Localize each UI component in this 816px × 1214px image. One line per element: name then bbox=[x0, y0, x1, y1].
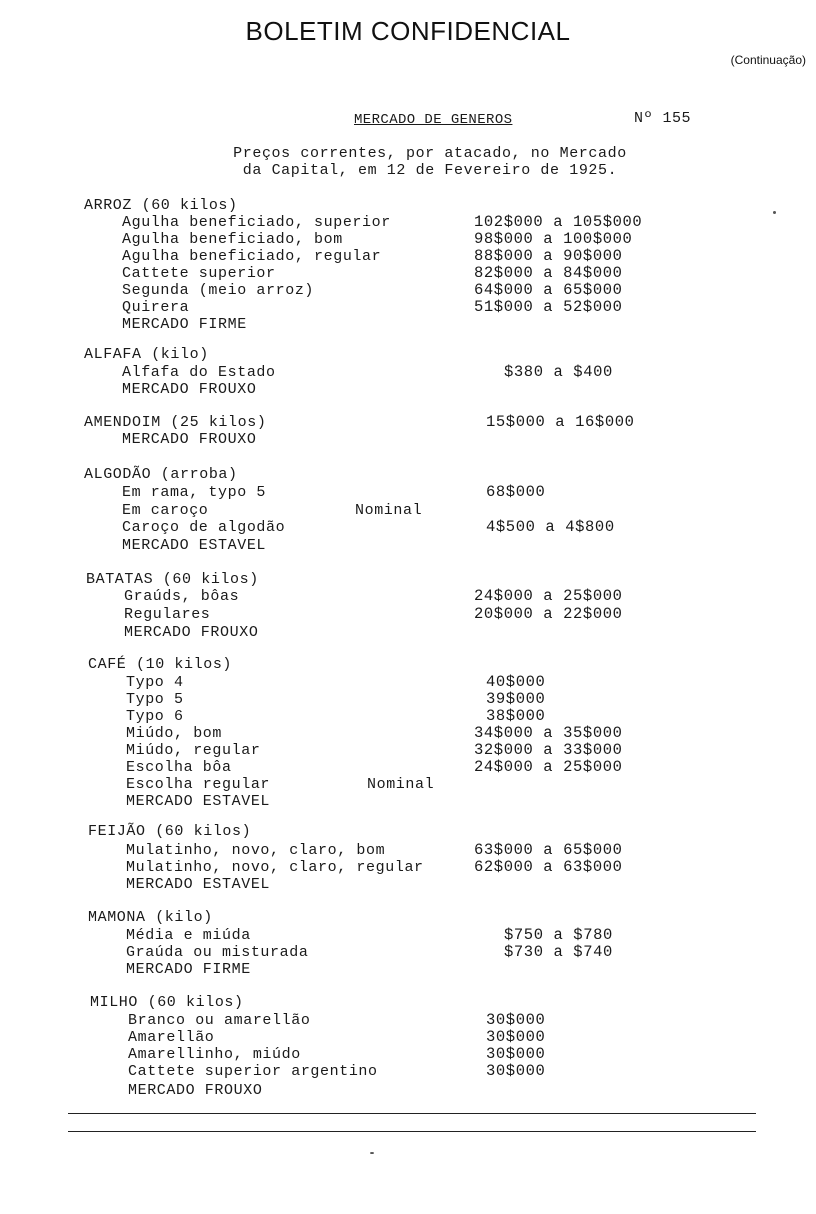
item-price: 82$000 a 84$000 bbox=[474, 264, 623, 282]
item-label: Quirera bbox=[122, 299, 190, 316]
market-status: MERCADO FROUXO bbox=[124, 624, 259, 641]
item-label: Miúdo, bom bbox=[126, 725, 223, 742]
market-status: MERCADO FROUXO bbox=[122, 381, 257, 398]
market-status: MERCADO FIRME bbox=[126, 961, 251, 978]
item-label: Mulatinho, novo, claro, bom bbox=[126, 842, 386, 859]
item-price: 24$000 a 25$000 bbox=[474, 587, 623, 605]
item-label: Typo 4 bbox=[126, 674, 184, 691]
bottom-rule bbox=[68, 1131, 756, 1132]
item-price: 39$000 bbox=[486, 690, 546, 708]
item-label: Cattete superior bbox=[122, 265, 276, 282]
item-label: Graúda ou misturada bbox=[126, 944, 309, 961]
section-heading: CAFÉ (10 kilos) bbox=[88, 656, 233, 673]
item-price: $750 a $780 bbox=[504, 926, 613, 944]
item-price: 24$000 a 25$000 bbox=[474, 758, 623, 776]
item-price: 88$000 a 90$000 bbox=[474, 247, 623, 265]
paper-speck bbox=[370, 1152, 374, 1154]
section-heading: FEIJÃO (60 kilos) bbox=[88, 823, 252, 840]
item-label: Miúdo, regular bbox=[126, 742, 261, 759]
market-status: MERCADO ESTAVEL bbox=[126, 876, 271, 893]
bottom-rule bbox=[68, 1113, 756, 1114]
item-label: Escolha regular bbox=[126, 776, 271, 793]
item-price: 30$000 bbox=[486, 1028, 546, 1046]
item-price: 68$000 bbox=[486, 483, 546, 501]
document-number: Nº 155 bbox=[634, 110, 692, 127]
market-status: MERCADO FROUXO bbox=[128, 1082, 263, 1099]
item-label: Escolha bôa bbox=[126, 759, 232, 776]
intro-line: Preços correntes, por atacado, no Mercado bbox=[233, 145, 627, 162]
item-label: Média e miúda bbox=[126, 927, 251, 944]
item-label: Amarellinho, miúdo bbox=[128, 1046, 301, 1063]
paper-speck bbox=[773, 211, 776, 214]
section-heading: MAMONA (kilo) bbox=[88, 909, 213, 926]
section-heading: ARROZ (60 kilos) bbox=[84, 197, 238, 214]
section-heading: ALGODÃO (arroba) bbox=[84, 466, 238, 483]
section-heading: AMENDOIM (25 kilos) bbox=[84, 414, 267, 431]
item-price: 32$000 a 33$000 bbox=[474, 741, 623, 759]
item-price: 30$000 bbox=[486, 1062, 546, 1080]
item-price: 30$000 bbox=[486, 1045, 546, 1063]
item-label: Typo 6 bbox=[126, 708, 184, 725]
item-label: Amarellão bbox=[128, 1029, 215, 1046]
item-label: Em caroço bbox=[122, 502, 209, 519]
market-status: MERCADO ESTAVEL bbox=[122, 537, 267, 554]
bulletin-title: BOLETIM CONFIDENCIAL bbox=[245, 16, 571, 46]
continuation-label: (Continuação) bbox=[730, 53, 806, 67]
market-status: MERCADO FIRME bbox=[122, 316, 247, 333]
item-price: 40$000 bbox=[486, 673, 546, 691]
item-label: Graúds, bôas bbox=[124, 588, 240, 605]
item-label: Agulha beneficiado, superior bbox=[122, 214, 391, 231]
document-title: MERCADO DE GENEROS bbox=[354, 112, 513, 128]
item-price: $730 a $740 bbox=[504, 943, 613, 961]
item-label: Agulha beneficiado, bom bbox=[122, 231, 343, 248]
item-price: 34$000 a 35$000 bbox=[474, 724, 623, 742]
market-status: MERCADO FROUXO bbox=[122, 431, 257, 448]
item-price: 4$500 a 4$800 bbox=[486, 518, 615, 536]
item-note: Nominal bbox=[367, 776, 435, 793]
item-price: 30$000 bbox=[486, 1011, 546, 1029]
item-label: Cattete superior argentino bbox=[128, 1063, 378, 1080]
item-label: Caroço de algodão bbox=[122, 519, 286, 536]
item-label: Segunda (meio arroz) bbox=[122, 282, 315, 299]
item-note: Nominal bbox=[355, 502, 423, 519]
item-price: 62$000 a 63$000 bbox=[474, 858, 623, 876]
item-label: Mulatinho, novo, claro, regular bbox=[126, 859, 424, 876]
item-price: 64$000 a 65$000 bbox=[474, 281, 623, 299]
item-price: 63$000 a 65$000 bbox=[474, 841, 623, 859]
item-price: 15$000 a 16$000 bbox=[486, 413, 635, 431]
item-label: Regulares bbox=[124, 606, 211, 623]
section-heading: BATATAS (60 kilos) bbox=[86, 571, 259, 588]
item-price: 98$000 a 100$000 bbox=[474, 230, 633, 248]
item-price: 102$000 a 105$000 bbox=[474, 213, 643, 231]
market-status: MERCADO ESTAVEL bbox=[126, 793, 271, 810]
item-label: Branco ou amarellão bbox=[128, 1012, 311, 1029]
section-heading: MILHO (60 kilos) bbox=[90, 994, 244, 1011]
item-label: Typo 5 bbox=[126, 691, 184, 708]
item-label: Em rama, typo 5 bbox=[122, 484, 267, 501]
item-label: Agulha beneficiado, regular bbox=[122, 248, 382, 265]
section-heading: ALFAFA (kilo) bbox=[84, 346, 209, 363]
item-price: $380 a $400 bbox=[504, 363, 613, 381]
item-label: Alfafa do Estado bbox=[122, 364, 276, 381]
item-price: 20$000 a 22$000 bbox=[474, 605, 623, 623]
item-price: 51$000 a 52$000 bbox=[474, 298, 623, 316]
item-price: 38$000 bbox=[486, 707, 546, 725]
intro-line: da Capital, em 12 de Fevereiro de 1925. bbox=[242, 162, 618, 179]
